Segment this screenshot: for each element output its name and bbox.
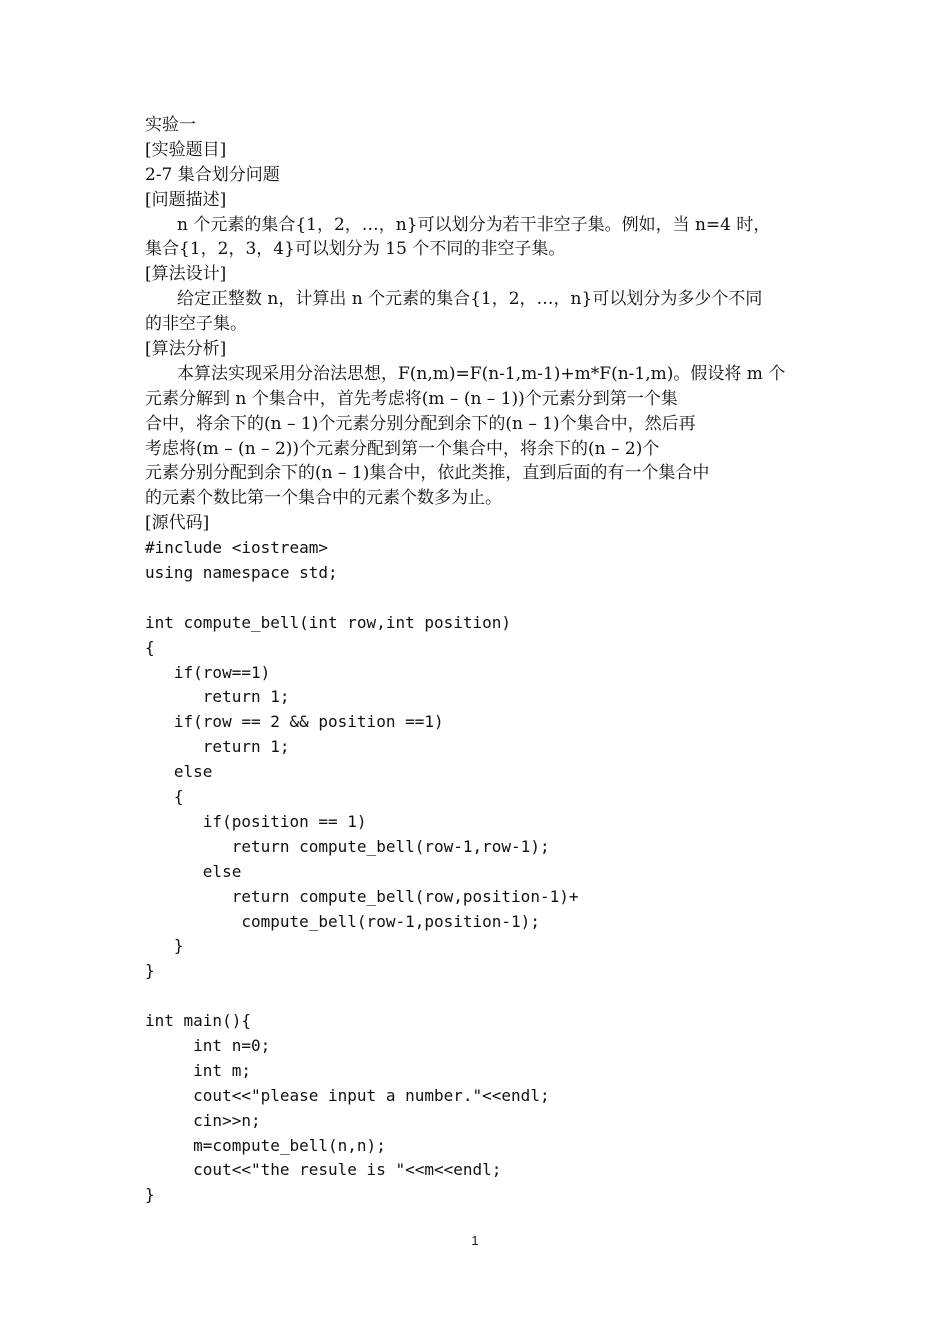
code-line: } [145, 961, 155, 981]
design-heading: [算法设计] [145, 264, 227, 285]
source-code-block [145, 536, 810, 1208]
code-line: using namespace std; [145, 563, 338, 583]
code-heading: [源代码] [145, 513, 210, 534]
code-line: return compute_bell(row,position-1)+ [145, 886, 579, 906]
analysis-line: 的元素个数比第一个集合中的元素个数多为止。 [145, 488, 502, 509]
code-line: if(position == 1) [145, 811, 367, 831]
code-line: return compute_bell(row-1,row-1); [145, 836, 550, 856]
document-title: 实验一 [145, 115, 196, 135]
design-line: 的非空子集。 [145, 314, 247, 335]
code-line: else [145, 861, 242, 881]
code-line: return 1; [145, 687, 290, 707]
code-line: } [145, 1185, 155, 1205]
problem-line: n 个元素的集合{1，2，…，n}可以划分为若干非空子集。例如，当 n=4 时， [177, 214, 771, 235]
code-line: int main(){ [145, 1011, 251, 1031]
code-line: return 1; [145, 737, 290, 757]
code-line: int compute_bell(int row,int position) [145, 612, 512, 632]
document-body [145, 113, 810, 1208]
code-line: { [145, 787, 184, 807]
code-line: m=compute_bell(n,n); [145, 1135, 386, 1155]
code-line: int n=0; [145, 1035, 271, 1055]
code-line: if(row == 2 && position ==1) [145, 712, 444, 732]
problem-line: 集合{1，2，3，4}可以划分为 15 个不同的非空子集。 [145, 239, 566, 260]
code-line: compute_bell(row-1,position-1); [145, 911, 540, 931]
analysis-line: 合中，将余下的(n – 1)个元素分别分配到余下的(n – 1)个集合中，然后再 [145, 413, 696, 434]
analysis-line: 考虑将(m – (n – 2))个元素分配到第一个集合中，将余下的(n – 2)个 [145, 438, 660, 459]
code-line: cin>>n; [145, 1110, 261, 1130]
code-line: int m; [145, 1060, 251, 1080]
code-line: cout<<"please input a number."<<endl; [145, 1085, 550, 1105]
topic-text: 2-7 集合划分问题 [145, 164, 280, 185]
topic-heading: [实验题目] [145, 139, 227, 160]
analysis-heading: [算法分析] [145, 339, 227, 360]
problem-heading: [问题描述] [145, 189, 227, 210]
analysis-line: 本算法实现采用分治法思想，F(n,m)=F(n-1,m-1)+m*F(n-1,m)。假设将 m 个 [177, 363, 786, 384]
code-line: else [145, 762, 213, 782]
code-line: { [145, 637, 155, 657]
analysis-line: 元素分别分配到余下的(n – 1)集合中，依此类推，直到后面的有一个集合中 [145, 463, 710, 484]
code-line: } [145, 936, 184, 956]
code-line: cout<<"the resule is "<<m<<endl; [145, 1160, 502, 1180]
code-line [145, 984, 810, 1009]
code-line [145, 586, 810, 611]
code-line: if(row==1) [145, 662, 271, 682]
analysis-line: 元素分解到 n 个集合中，首先考虑将(m – (n – 1))个元素分到第一个集 [145, 388, 678, 409]
page-number: 1 [471, 1233, 479, 1248]
code-line: #include <iostream> [145, 538, 329, 558]
design-line: 给定正整数 n，计算出 n 个元素的集合{1，2，…，n}可以划分为多少个不同 [177, 289, 763, 310]
